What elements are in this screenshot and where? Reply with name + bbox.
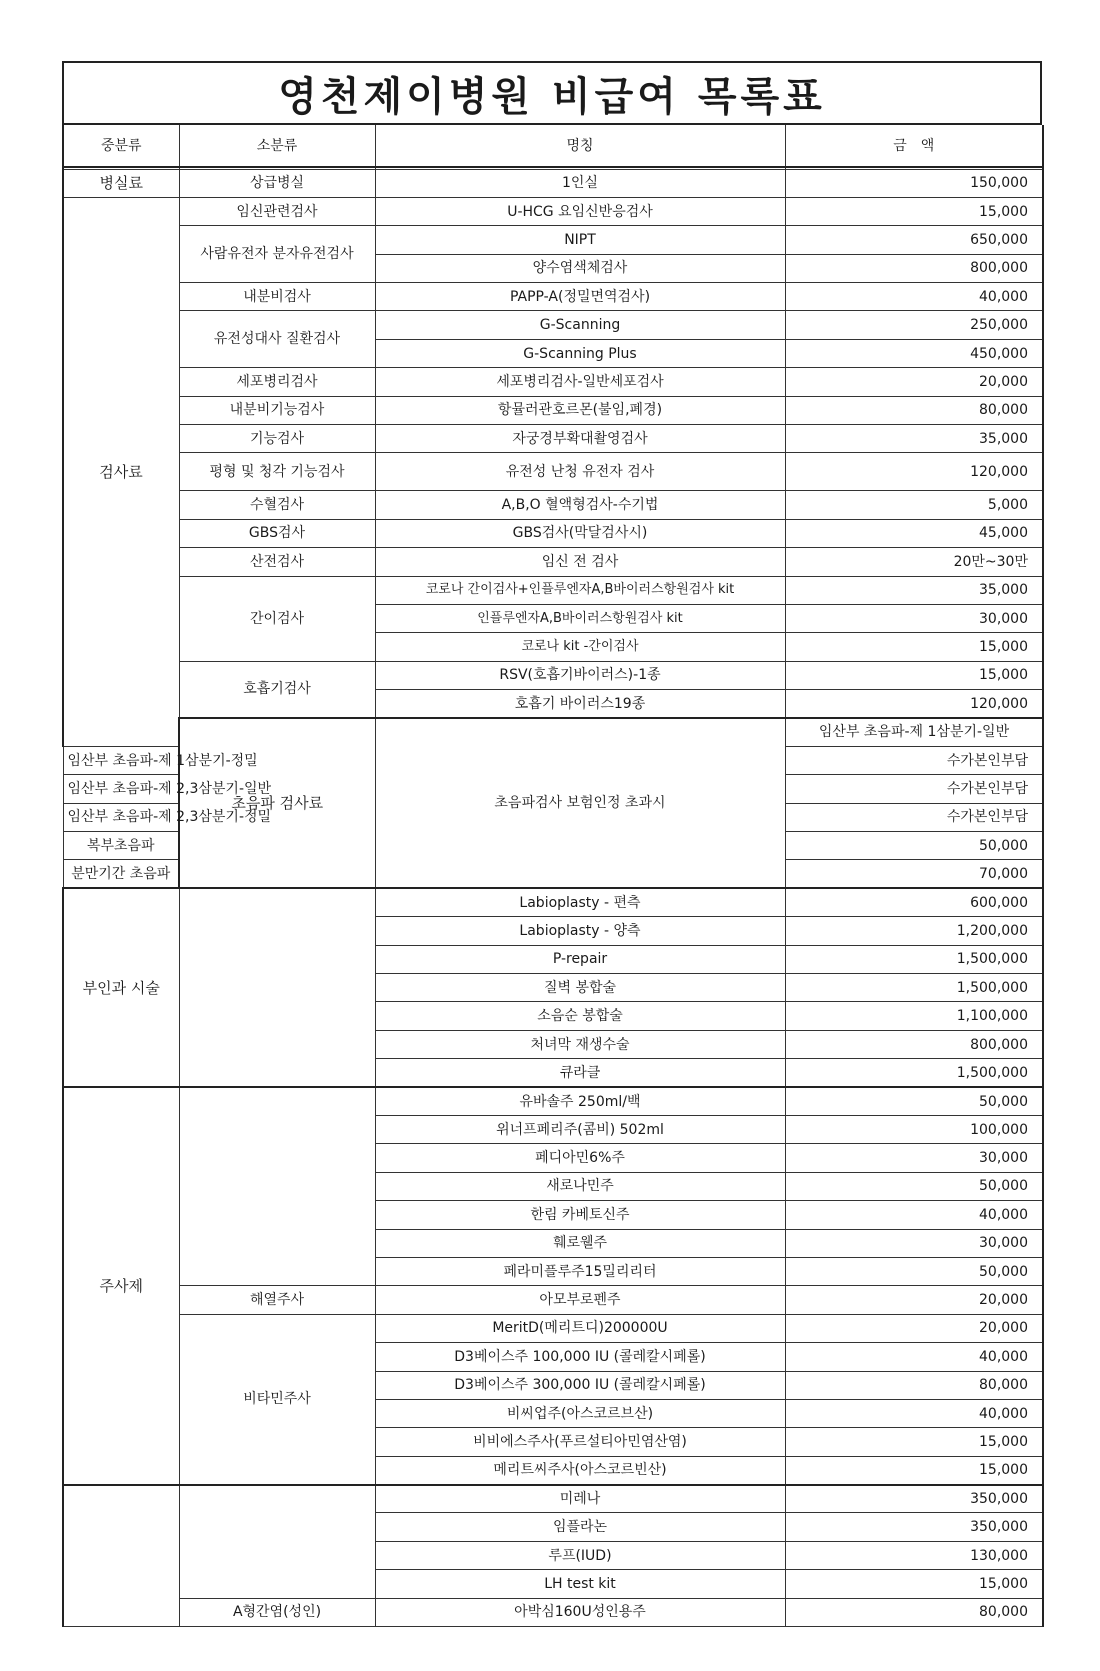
item-name-cell: 임산부 초음파-제 2,3삼분기-일반 (63, 775, 179, 803)
fee-table (62, 125, 1044, 1627)
header-price: 금 액 (785, 125, 1043, 167)
mid-category-cell: 초음파 검사료 (179, 718, 375, 888)
price-cell: 40,000 (785, 1399, 1043, 1427)
item-name-cell: 처녀막 재생수술 (375, 1030, 785, 1058)
table-row (63, 519, 1043, 547)
price-cell: 35,000 (785, 576, 1043, 604)
table-row (63, 1485, 1043, 1513)
item-name-cell: 코로나 kit -간이검사 (375, 633, 785, 661)
header-mid-category: 중분류 (63, 125, 179, 167)
mid-category-cell (63, 1485, 179, 1627)
table-row (63, 548, 1043, 576)
table-row (63, 453, 1043, 491)
sub-category-cell: 유전성대사 질환검사 (179, 311, 375, 368)
sub-category-cell: 산전검사 (179, 548, 375, 576)
sub-category-cell: 세포병리검사 (179, 368, 375, 396)
price-cell: 40,000 (785, 1201, 1043, 1229)
item-name-cell: 인플루엔자A,B바이러스항원검사 kit (375, 604, 785, 632)
table-row (63, 197, 1043, 225)
sub-category-cell: 내분비검사 (179, 283, 375, 311)
header-sub-category: 소분류 (179, 125, 375, 167)
item-name-cell: 호흡기 바이러스19종 (375, 690, 785, 718)
price-cell: 5,000 (785, 491, 1043, 519)
price-cell: 30,000 (785, 604, 1043, 632)
item-name-cell: 페디아민6%주 (375, 1144, 785, 1172)
price-cell: 50,000 (785, 1257, 1043, 1285)
item-name-cell: 복부초음파 (63, 832, 179, 860)
price-cell: 120,000 (785, 690, 1043, 718)
price-cell: 350,000 (785, 1513, 1043, 1541)
price-cell: 130,000 (785, 1541, 1043, 1569)
price-cell: 15,000 (785, 197, 1043, 225)
sub-category-cell: A형간염(성인) (179, 1598, 375, 1626)
price-cell: 650,000 (785, 226, 1043, 254)
item-name-cell: 1인실 (375, 169, 785, 197)
price-cell: 600,000 (785, 888, 1043, 916)
price-cell: 1,500,000 (785, 945, 1043, 973)
item-name-cell: 아박심160U성인용주 (375, 1598, 785, 1626)
sub-category-cell: 상급병실 (179, 169, 375, 197)
header-item-name: 명칭 (375, 125, 785, 167)
sub-category-cell: 초음파검사 보험인정 초과시 (375, 718, 785, 888)
price-cell: 120,000 (785, 453, 1043, 491)
price-cell: 50,000 (785, 832, 1043, 860)
price-cell: 수가본인부담 (785, 746, 1043, 774)
price-cell: 35,000 (785, 425, 1043, 453)
price-cell: 수가본인부담 (785, 803, 1043, 831)
price-cell: 1,500,000 (785, 1059, 1043, 1087)
price-cell: 450,000 (785, 339, 1043, 367)
price-cell: 40,000 (785, 1343, 1043, 1371)
table-row (63, 576, 1043, 604)
item-name-cell: 아모부로펜주 (375, 1286, 785, 1314)
table-row (63, 661, 1043, 689)
price-cell: 20,000 (785, 1286, 1043, 1314)
table-row (63, 1087, 1043, 1115)
sub-category-cell: 해열주사 (179, 1286, 375, 1314)
table-row (63, 718, 1043, 746)
item-name-cell: 메리트씨주사(아스코르빈산) (375, 1456, 785, 1484)
item-name-cell: 코로나 간이검사+인플루엔자A,B바이러스항원검사 kit (375, 576, 785, 604)
item-name-cell: RSV(호흡기바이러스)-1종 (375, 661, 785, 689)
fee-list-sheet (62, 61, 1042, 1627)
item-name-cell: D3베이스주 300,000 IU (콜레칼시페롤) (375, 1371, 785, 1399)
item-name-cell: 분만기간 초음파 (63, 860, 179, 888)
item-name-cell: 유바솔주 250ml/백 (375, 1087, 785, 1115)
table-row (63, 1286, 1043, 1314)
item-name-cell: 큐라클 (375, 1059, 785, 1087)
price-cell: 80,000 (785, 396, 1043, 424)
item-name-cell: P-repair (375, 945, 785, 973)
price-cell: 수가본인부담 (785, 775, 1043, 803)
item-name-cell: 양수염색체검사 (375, 254, 785, 282)
price-cell: 40,000 (785, 283, 1043, 311)
price-cell: 30,000 (785, 1229, 1043, 1257)
item-name-cell: 새로나민주 (375, 1172, 785, 1200)
table-row (63, 1598, 1043, 1626)
item-name-cell: GBS검사(막달검사시) (375, 519, 785, 547)
item-name-cell: 훼로웰주 (375, 1229, 785, 1257)
item-name-cell: LH test kit (375, 1570, 785, 1598)
price-cell: 1,500,000 (785, 974, 1043, 1002)
price-cell: 20만~30만 (785, 548, 1043, 576)
item-name-cell: 질벽 봉합술 (375, 974, 785, 1002)
item-name-cell: 페라미플루주15밀리리터 (375, 1257, 785, 1285)
item-name-cell: Labioplasty - 편측 (375, 888, 785, 916)
table-row (63, 491, 1043, 519)
item-name-cell: 자궁경부확대촬영검사 (375, 425, 785, 453)
item-name-cell: G-Scanning (375, 311, 785, 339)
table-body (63, 169, 1043, 1627)
mid-category-cell: 부인과 시술 (63, 888, 179, 1087)
item-name-cell: 위너프페리주(콤비) 502ml (375, 1116, 785, 1144)
sub-category-cell (179, 1485, 375, 1599)
item-name-cell: MeritD(메리트디)200000U (375, 1314, 785, 1342)
price-cell: 100,000 (785, 1116, 1043, 1144)
sub-category-cell (179, 1087, 375, 1286)
price-cell: 80,000 (785, 1371, 1043, 1399)
sub-category-cell: 평형 및 청각 기능검사 (179, 453, 375, 491)
price-cell: 800,000 (785, 254, 1043, 282)
item-name-cell: 한림 카베토신주 (375, 1201, 785, 1229)
price-cell: 20,000 (785, 368, 1043, 396)
sub-category-cell: 간이검사 (179, 576, 375, 661)
item-name-cell: Labioplasty - 양측 (375, 917, 785, 945)
price-cell: 15,000 (785, 1456, 1043, 1484)
table-row (63, 425, 1043, 453)
item-name-cell: NIPT (375, 226, 785, 254)
price-cell: 250,000 (785, 311, 1043, 339)
price-cell: 800,000 (785, 1030, 1043, 1058)
price-cell: 15,000 (785, 633, 1043, 661)
item-name-cell: 항뮬러관호르몬(불임,폐경) (375, 396, 785, 424)
item-name-cell: G-Scanning Plus (375, 339, 785, 367)
item-name-cell: 비비에스주사(푸르설티아민염산염) (375, 1428, 785, 1456)
sub-category-cell: 기능검사 (179, 425, 375, 453)
table-row (63, 283, 1043, 311)
item-name-cell: 임플라논 (375, 1513, 785, 1541)
item-name-cell: 임산부 초음파-제 2,3삼분기-정밀 (63, 803, 179, 831)
price-cell: 15,000 (785, 661, 1043, 689)
item-name-cell: 세포병리검사-일반세포검사 (375, 368, 785, 396)
sub-category-cell: 임신관련검사 (179, 197, 375, 225)
sub-category-cell: 내분비기능검사 (179, 396, 375, 424)
item-name-cell: 미레나 (375, 1485, 785, 1513)
price-cell: 1,100,000 (785, 1002, 1043, 1030)
item-name-cell: 루프(IUD) (375, 1541, 785, 1569)
price-cell: 15,000 (785, 1428, 1043, 1456)
table-row (63, 888, 1043, 916)
price-cell: 150,000 (785, 169, 1043, 197)
sub-category-cell: 사람유전자 분자유전검사 (179, 226, 375, 283)
price-cell: 45,000 (785, 519, 1043, 547)
price-cell: 15,000 (785, 1570, 1043, 1598)
table-row (63, 226, 1043, 254)
table-row (63, 1314, 1043, 1342)
sub-category-cell: 수혈검사 (179, 491, 375, 519)
price-cell: 80,000 (785, 1598, 1043, 1626)
sub-category-cell: GBS검사 (179, 519, 375, 547)
item-name-cell: A,B,O 혈액형검사-수기법 (375, 491, 785, 519)
price-cell: 70,000 (785, 860, 1043, 888)
item-name-cell: 임신 전 검사 (375, 548, 785, 576)
item-name-cell: 임산부 초음파-제 1삼분기-정밀 (63, 746, 179, 774)
item-name-cell: 유전성 난청 유전자 검사 (375, 453, 785, 491)
table-header-row (63, 125, 1043, 167)
price-cell: 1,200,000 (785, 917, 1043, 945)
table-row (63, 396, 1043, 424)
price-cell: 20,000 (785, 1314, 1043, 1342)
item-name-cell: PAPP-A(정밀면역검사) (375, 283, 785, 311)
item-name-cell: 비씨업주(아스코르브산) (375, 1399, 785, 1427)
page-title: 영천제이병원 비급여 목록표 (62, 61, 1042, 125)
mid-category-cell: 검사료 (63, 197, 179, 746)
item-name-cell: U-HCG 요임신반응검사 (375, 197, 785, 225)
mid-category-cell: 병실료 (63, 169, 179, 197)
table-row (63, 368, 1043, 396)
item-name-cell: 임산부 초음파-제 1삼분기-일반 (785, 718, 1043, 746)
price-cell: 350,000 (785, 1485, 1043, 1513)
mid-category-cell: 주사제 (63, 1087, 179, 1484)
price-cell: 50,000 (785, 1087, 1043, 1115)
table-row (63, 169, 1043, 197)
item-name-cell: D3베이스주 100,000 IU (콜레칼시페롤) (375, 1343, 785, 1371)
sub-category-cell (179, 888, 375, 1087)
item-name-cell: 소음순 봉합술 (375, 1002, 785, 1030)
price-cell: 30,000 (785, 1144, 1043, 1172)
table-row (63, 311, 1043, 339)
price-cell: 50,000 (785, 1172, 1043, 1200)
sub-category-cell: 호흡기검사 (179, 661, 375, 718)
sub-category-cell: 비타민주사 (179, 1314, 375, 1484)
